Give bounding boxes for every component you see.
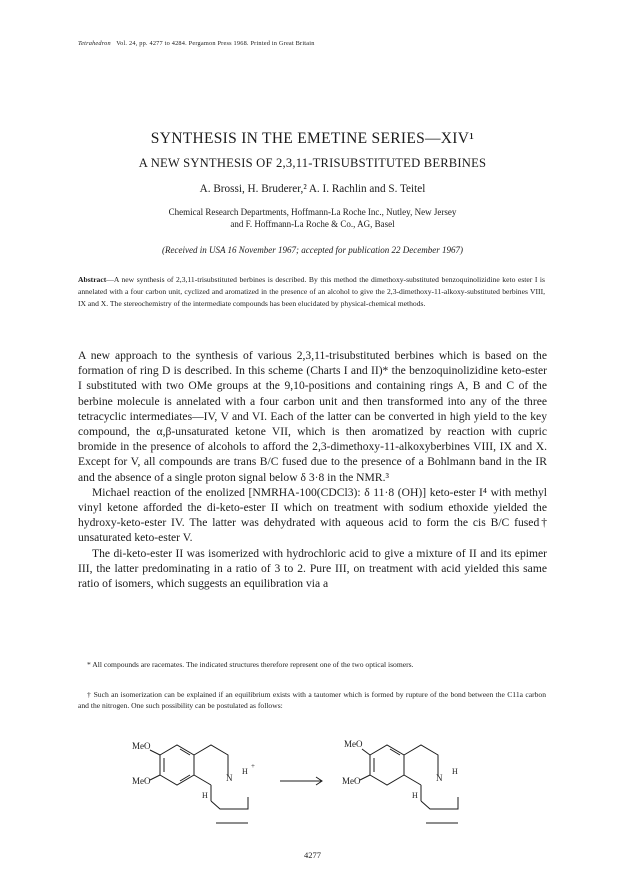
citation-line: Vol. 24, pp. 4277 to 4284. Pergamon Press 1968. Printed in Great Britain — [116, 40, 315, 47]
abstract-label: Abstract — [78, 275, 107, 284]
right-c-hydrogen: H — [412, 791, 418, 800]
left-bond-c-n — [194, 775, 211, 785]
footnote-2-text: † Such an isomerization can be explained if an equilibrium exists with a tautomer which is formed by rupture of the bond between the C11a carbon and the nitrogen. One such possibility can be postulated as follows: — [78, 690, 546, 710]
left-n-hydrogen: H — [242, 767, 248, 776]
paper-title: SYNTHESIS IN THE EMETINE SERIES—XIV¹ — [150, 130, 475, 147]
left-nitrogen: N — [226, 773, 233, 783]
left-ome-bond-top — [150, 750, 160, 755]
paragraph-2: Michael reaction of the enolized [NMRHA-100(CDCl3): δ 11·8 (OH)] keto-ester I⁴ with methyl vinyl ketone afforded the di-keto-ester II which on treatment with sodium ethoxide yielded the hydroxy-keto-ester IV. The latter was dehydrated with aqueous acid to form the cis B/C fused† unsaturated keto-ester V. — [78, 485, 547, 545]
right-meo-bottom: MeO — [342, 776, 361, 786]
paragraph-3: The di-keto-ester II was isomerized with hydrochloric acid to give a mixture of II and its epimer III, the latter predominating in a ratio of 3 to 2. Pure III, on treatment with acid yielded this same ratio of isomers, which suggests an equilibration via a — [78, 546, 547, 591]
right-ome-bond-top — [362, 749, 370, 755]
right-nitrogen: N — [436, 773, 443, 783]
equilibrium-arrow — [280, 777, 322, 785]
right-ring-b — [404, 745, 438, 775]
right-structure — [342, 739, 458, 823]
running-header — [78, 40, 315, 47]
received-date: (Received in USA 16 November 1967; accepted for publication 22 December 1967) — [162, 245, 463, 255]
right-ring-c — [421, 797, 458, 809]
paragraph-1: A new approach to the synthesis of various 2,3,11-trisubstituted berbines which is based on the formation of ring D is described. In this scheme (Charts I and II)* the benzoquinolizidine keto-ester I substituted with two OMe groups at the 9,10-positions and containing rings A, B and C of the berbine molecule is annelated with a four carbon unit and then transformed into any of the three tetracyclic intermediates—IV, V and VI. Each of the latter can be converted in high yield to the key compound, the α,β-unsaturated ketone VII, which is then aromatized by reaction with cupric bromide in the presence of alcohols to afford the 2,3-dimethoxy-11-alkoxyberbines VIII, IX and X. Except for V, all compounds are trans B/C fused due to the presence of a Bohlmann band in the IR and the absence of a single proton signal below δ 3·8 in the NMR.³ — [78, 349, 547, 484]
left-meo-top: MeO — [132, 741, 151, 751]
right-bond-c — [404, 775, 421, 785]
left-ring-c — [211, 797, 248, 809]
right-ome-bond-bottom — [360, 775, 370, 780]
left-c-hydrogen: H — [202, 791, 208, 800]
body-text — [78, 348, 547, 591]
footnote-1 — [78, 659, 546, 670]
left-plus-sign: + — [251, 762, 255, 770]
footnote-1-text: * All compounds are racemates. The indicated structures therefore represent one of the two optical isomers. — [87, 660, 414, 669]
right-ring — [370, 745, 404, 785]
left-ome-bond-bottom — [150, 775, 160, 780]
footnote-2 — [78, 689, 546, 711]
paper-subtitle: A NEW SYNTHESIS OF 2,3,11-TRISUBSTITUTED BERBINES — [138, 156, 487, 170]
author-list: A. Brossi, H. Bruderer,² A. I. Rachlin and S. Teitel — [199, 183, 426, 195]
right-n-hydrogen: H — [452, 767, 458, 776]
page-number: 4277 — [304, 850, 321, 860]
affiliation-line-2: and F. Hoffmann-La Roche & Co., AG, Basel — [230, 218, 395, 229]
left-benzene-ring — [160, 745, 194, 785]
affiliation-line-1: Chemical Research Departments, Hoffmann-La Roche Inc., Nutley, New Jersey — [168, 207, 457, 217]
equilibrium-scheme — [130, 735, 490, 827]
left-structure — [132, 741, 255, 823]
affiliation — [0, 207, 625, 230]
abstract-text: —A new synthesis of 2,3,11-trisubstituted berbines is described. By this method the dimethoxy-substituted benzoquinolizidine keto ester I is annelated with a four carbon unit, cyclized and aromatized in the presence of an alcohol to give the 2,3-dimethoxy-11-alkoxy-substituted berbines VIII, IX and X. The stereochemistry of the intermediate compounds has been elucidated by physical-chemical methods. — [78, 275, 545, 308]
journal-name: Tetrahedron — [78, 40, 111, 47]
right-meo-top: MeO — [344, 739, 363, 749]
left-ring-b — [194, 745, 228, 775]
left-meo-bottom: MeO — [132, 776, 151, 786]
abstract — [78, 274, 545, 309]
